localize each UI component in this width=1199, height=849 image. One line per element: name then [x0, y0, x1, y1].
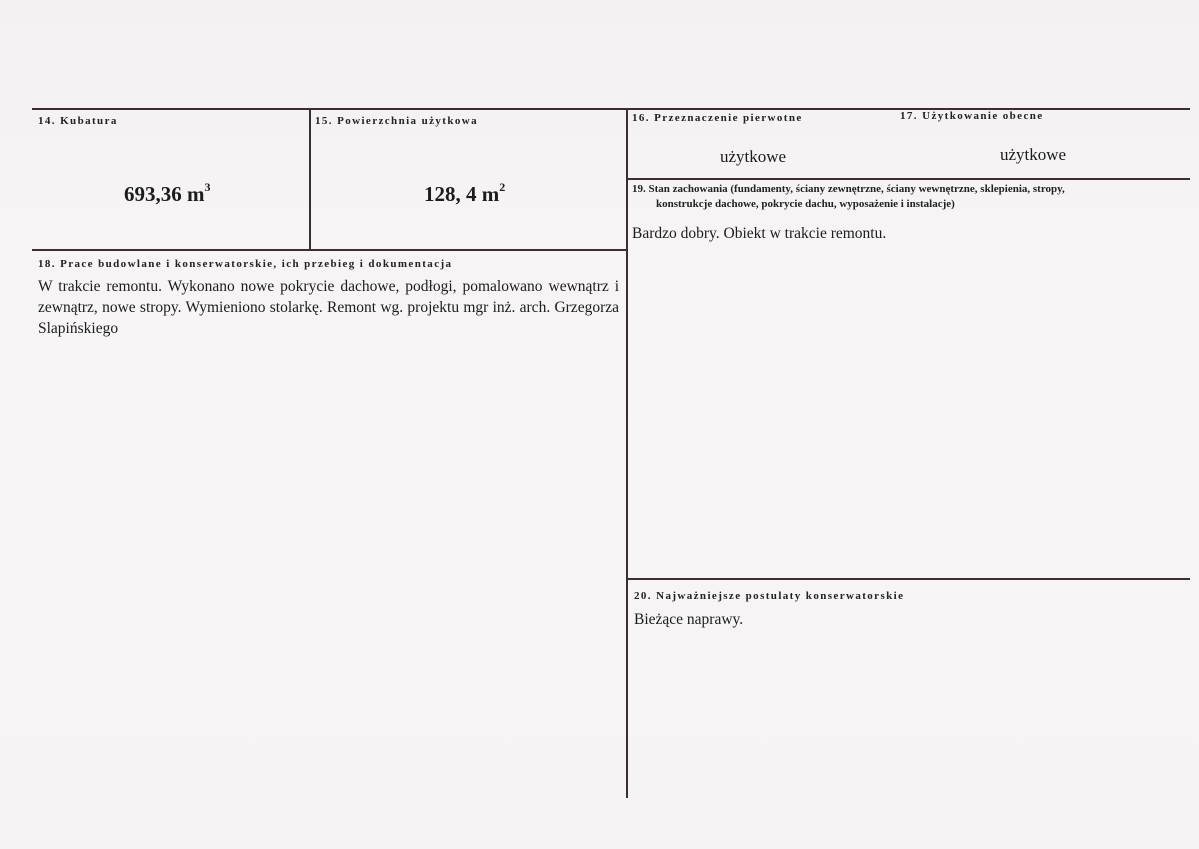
stan-zachowania-value: Bardzo dobry. Obiekt w trakcie remontu.	[632, 225, 887, 242]
rule-under-14-15	[32, 249, 628, 251]
postulaty-label: 20. Najważniejsze postulaty konserwatorskie	[634, 590, 905, 602]
kubatura-label: 14. Kubatura	[38, 115, 118, 127]
powierzchnia-label: 15. Powierzchnia użytkowa	[315, 115, 479, 127]
uzytkowanie-label: 17. Użytkowanie obecne	[900, 110, 1044, 122]
uzytkowanie-value: użytkowe	[1000, 145, 1067, 164]
rule-under-16-17	[626, 178, 1190, 180]
stan-zachowania-label-line1: 19. Stan zachowania (fundamenty, ściany zewnętrzne, ściany wewnętrzne, sklepienia, stropy,	[632, 183, 1065, 195]
kubatura-value: 693,36 $m^3$	[124, 180, 211, 206]
stan-zachowania-label-line2: konstrukcje dachowe, pokrycie dachu, wyposażenie i instalacje)	[656, 198, 955, 210]
divider-14-15	[309, 108, 311, 250]
powierzchnia-value: 128, 4 $m^2$	[424, 180, 506, 206]
rule-above-20	[626, 578, 1190, 580]
postulaty-value: Bieżące naprawy.	[634, 611, 744, 628]
main-vertical-divider	[626, 108, 628, 798]
prace-budowlane-value: W trakcie remontu. Wykonano nowe pokrycie dachowe, podłogi, pomalowano wewnątrz i zewnątrz, nowe stropy. Wymieniono stolarkę. Remont wg. projektu mgr inż. arch. Grzegorza Slapińskiego	[38, 278, 619, 337]
przeznaczenie-value: użytkowe	[720, 147, 787, 166]
prace-budowlane-label: 18. Prace budowlane i konserwatorskie, ich przebieg i dokumentacja	[38, 258, 453, 270]
przeznaczenie-label: 16. Przeznaczenie pierwotne	[632, 112, 803, 124]
